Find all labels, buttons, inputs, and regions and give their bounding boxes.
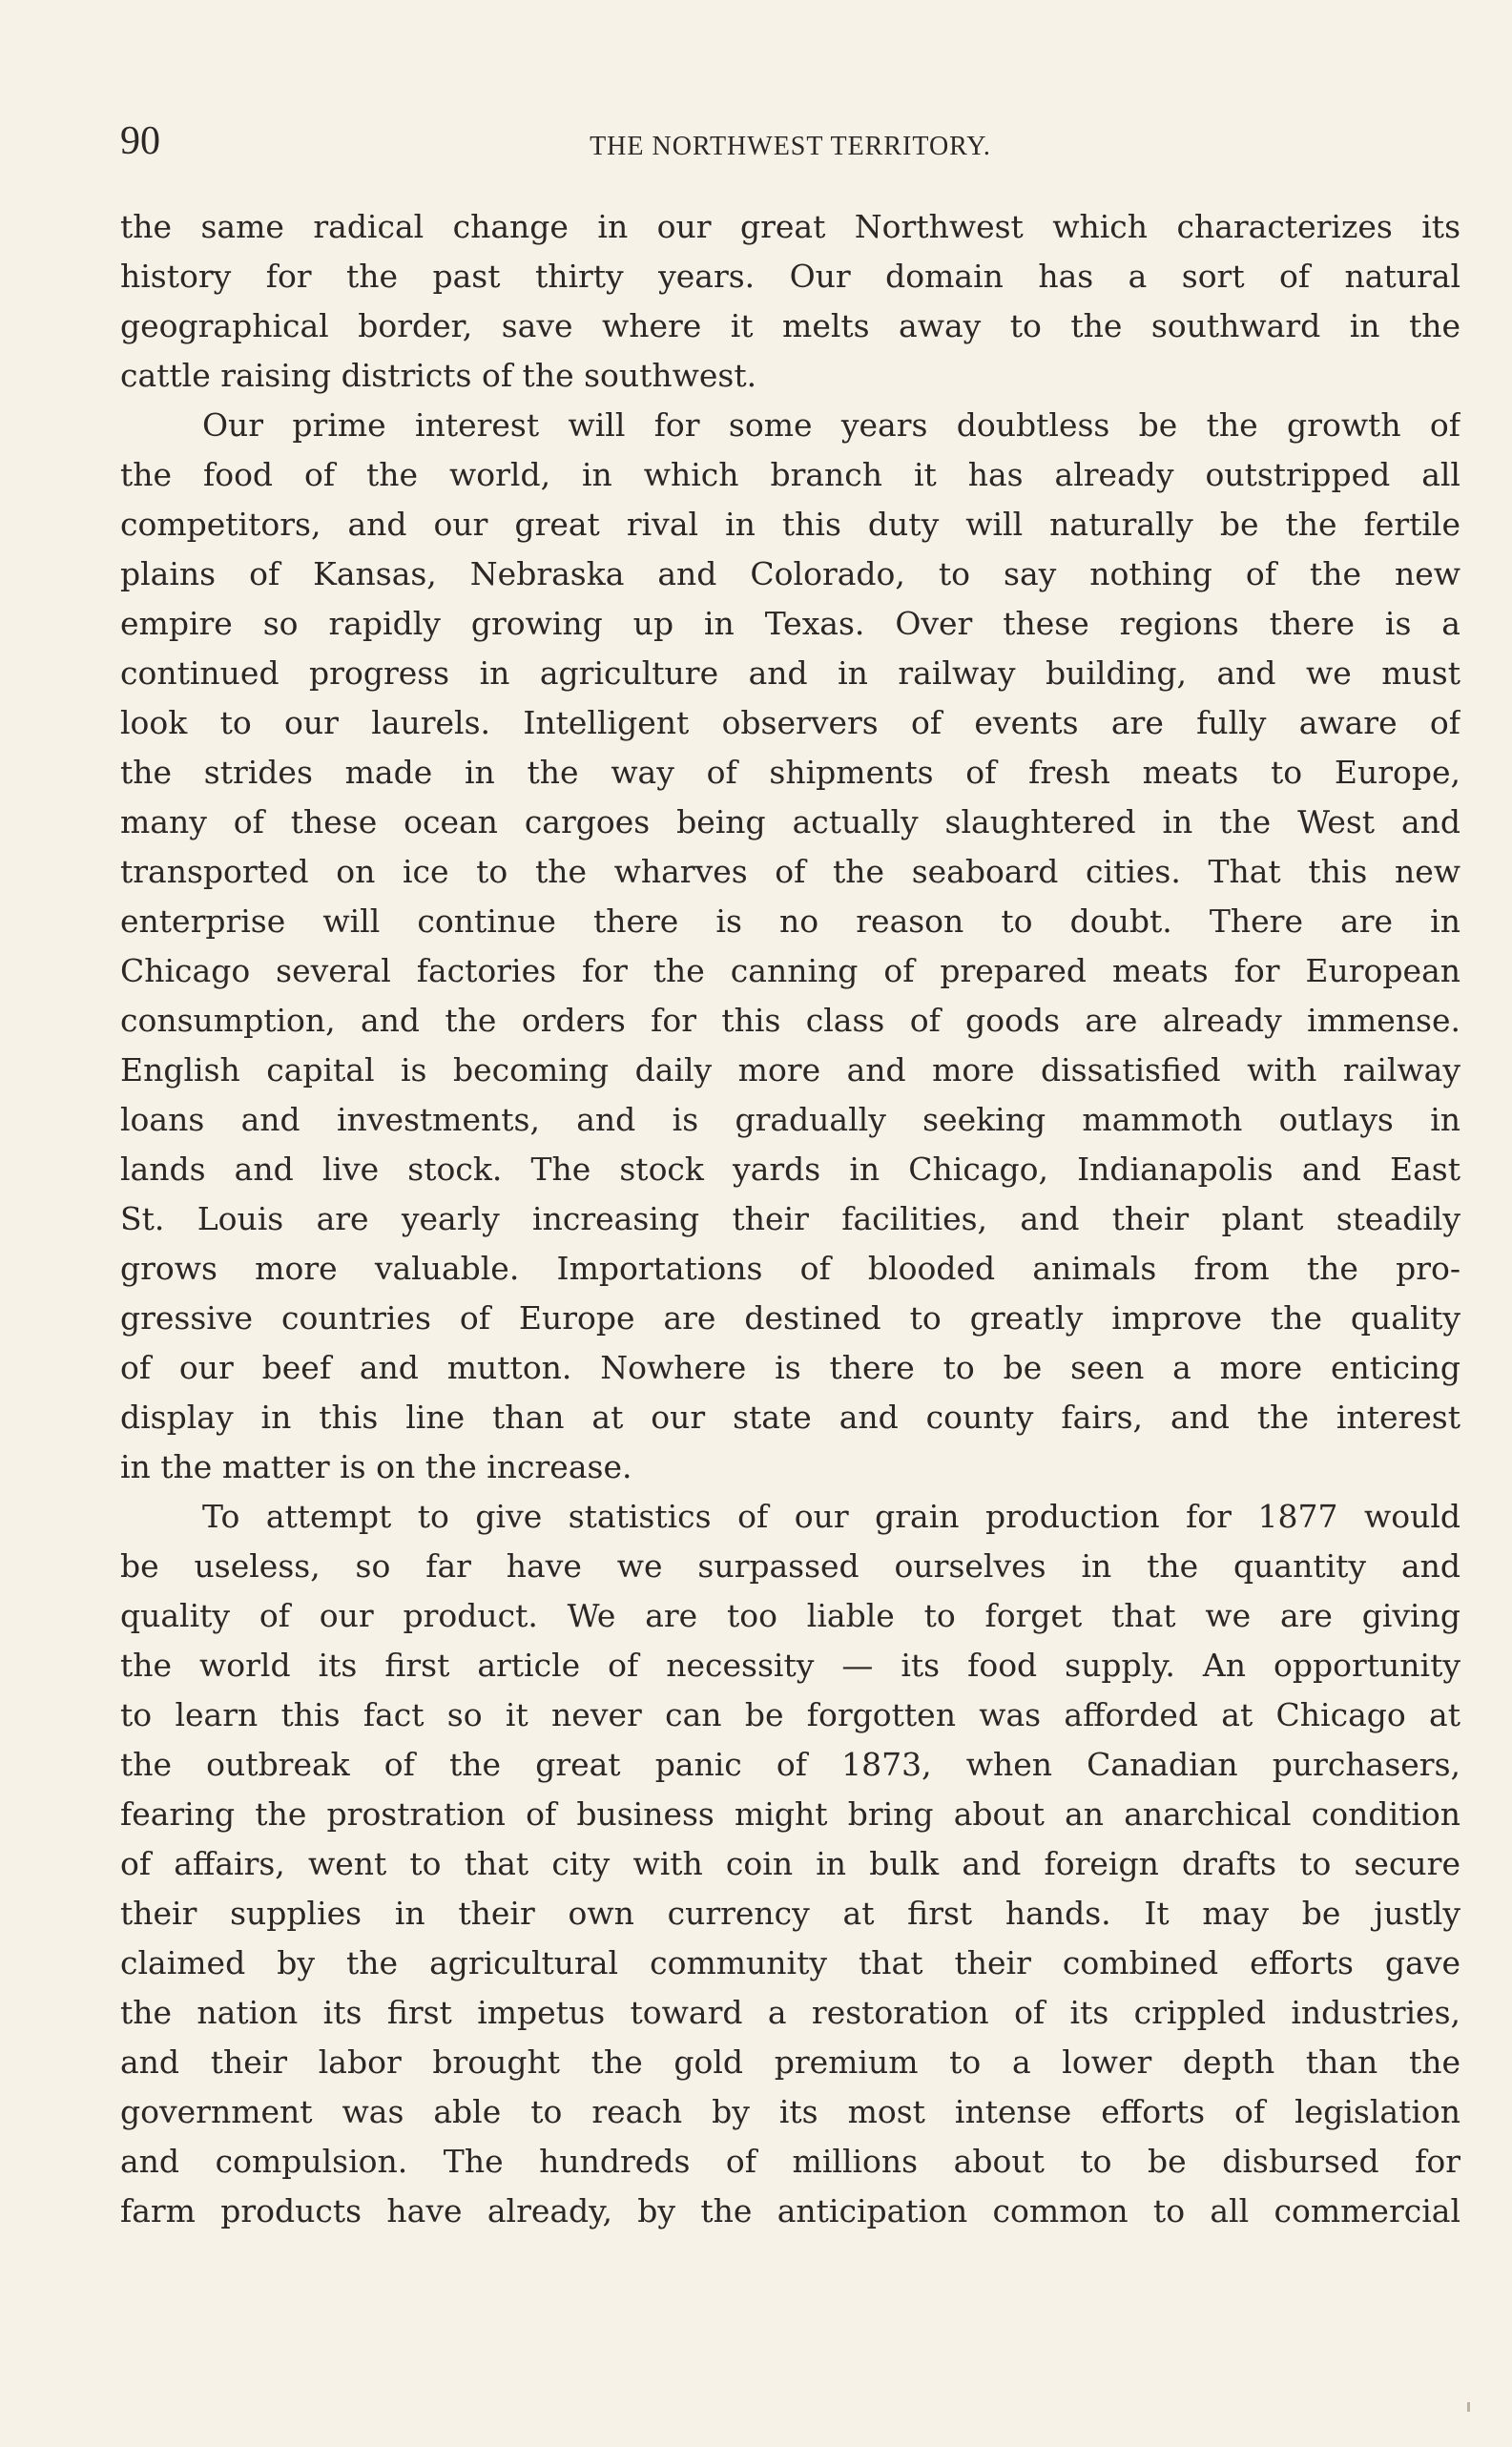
text-line: the strides made in the way of shipments of fresh meats to Europe, [120, 754, 1460, 791]
text-line: grows more valuable. Importations of blooded animals from the pro- [120, 1250, 1460, 1287]
text-line: the food of the world, in which branch it has already outstripped all [120, 456, 1460, 493]
page-header [120, 113, 1460, 170]
text-line: government was able to reach by its most intense efforts of legislation [120, 2093, 1460, 2130]
text-line: gressive countries of Europe are destined to greatly improve the quality [120, 1299, 1460, 1337]
text-line: quality of our product. We are too liable to forget that we are giving [120, 1597, 1460, 1634]
body-text [120, 202, 1460, 2236]
text-line: cattle raising districts of the southwest. [120, 357, 757, 394]
text-line: continued progress in agriculture and in railway building, and we must [120, 654, 1460, 692]
text-line: of our beef and mutton. Nowhere is there to be seen a more enticing [120, 1349, 1460, 1386]
text-line: transported on ice to the wharves of the seaboard cities. That this new [120, 853, 1460, 890]
text-line: display in this line than at our state and county fairs, and the interest [120, 1399, 1460, 1436]
text-line: many of these ocean cargoes being actually slaughtered in the West and [120, 803, 1460, 840]
text-line: claimed by the agricultural community that their combined efforts gave [120, 1944, 1460, 1981]
text-line: the same radical change in our great Northwest which characterizes its [120, 208, 1460, 245]
print-speck [1467, 2402, 1470, 2412]
text-line: and their labor brought the gold premium to a lower depth than the [120, 2043, 1460, 2081]
text-line: enterprise will continue there is no reason to doubt. There are in [120, 902, 1460, 940]
text-line: empire so rapidly growing up in Texas. Over these regions there is a [120, 605, 1460, 642]
text-line: geographical border, save where it melts away to the southward in the [120, 307, 1460, 344]
text-line: farm products have already, by the anticipation common to all commercial [120, 2192, 1460, 2229]
text-line: English capital is becoming daily more and more dissatisfied with railway [120, 1051, 1460, 1089]
page-number: 90 [120, 119, 160, 163]
text-line: competitors, and our great rival in this duty will naturally be the fertile [120, 506, 1460, 543]
text-line: plains of Kansas, Nebraska and Colorado, to say nothing of the new [120, 555, 1460, 592]
running-head: THE NORTHWEST TERRITORY. [590, 132, 991, 161]
paragraph [120, 401, 1460, 1492]
text-line: be useless, so far have we surpassed ourselves in the quantity and [120, 1547, 1460, 1585]
text-line: to learn this fact so it never can be forgotten was afforded at Chicago at [120, 1696, 1460, 1733]
text-line: and compulsion. The hundreds of millions about to be disbursed for [120, 2143, 1460, 2180]
text-line: St. Louis are yearly increasing their facilities, and their plant steadily [120, 1200, 1460, 1237]
text-line: consumption, and the orders for this class of goods are already immense. [120, 1002, 1460, 1039]
text-line: look to our laurels. Intelligent observers of events are fully aware of [120, 704, 1460, 741]
text-line: the outbreak of the great panic of 1873, when Canadian purchasers, [120, 1746, 1460, 1783]
text-line: of affairs, went to that city with coin in bulk and foreign drafts to secure [120, 1845, 1460, 1882]
text-line: Chicago several factories for the canning of prepared meats for European [120, 952, 1460, 989]
text-line: history for the past thirty years. Our domain has a sort of natural [120, 258, 1460, 295]
text-line: their supplies in their own currency at first hands. It may be justly [120, 1895, 1460, 1932]
text-line: in the matter is on the increase. [120, 1448, 632, 1485]
text-line: the nation its first impetus toward a restoration of its crippled industries, [120, 1994, 1460, 2031]
text-line: lands and live stock. The stock yards in Chicago, Indianapolis and East [120, 1151, 1460, 1188]
paragraph [120, 1492, 1460, 2236]
paragraph [120, 202, 1460, 401]
text-line: loans and investments, and is gradually seeking mammoth outlays in [120, 1101, 1460, 1138]
text-line: the world its first article of necessity — its food supply. An opportunity [120, 1647, 1460, 1684]
text-line: To attempt to give statistics of our grain production for 1877 would [202, 1498, 1460, 1535]
text-line: Our prime interest will for some years doubtless be the growth of [202, 406, 1460, 444]
text-line: fearing the prostration of business might bring about an anarchical condition [120, 1795, 1460, 1833]
